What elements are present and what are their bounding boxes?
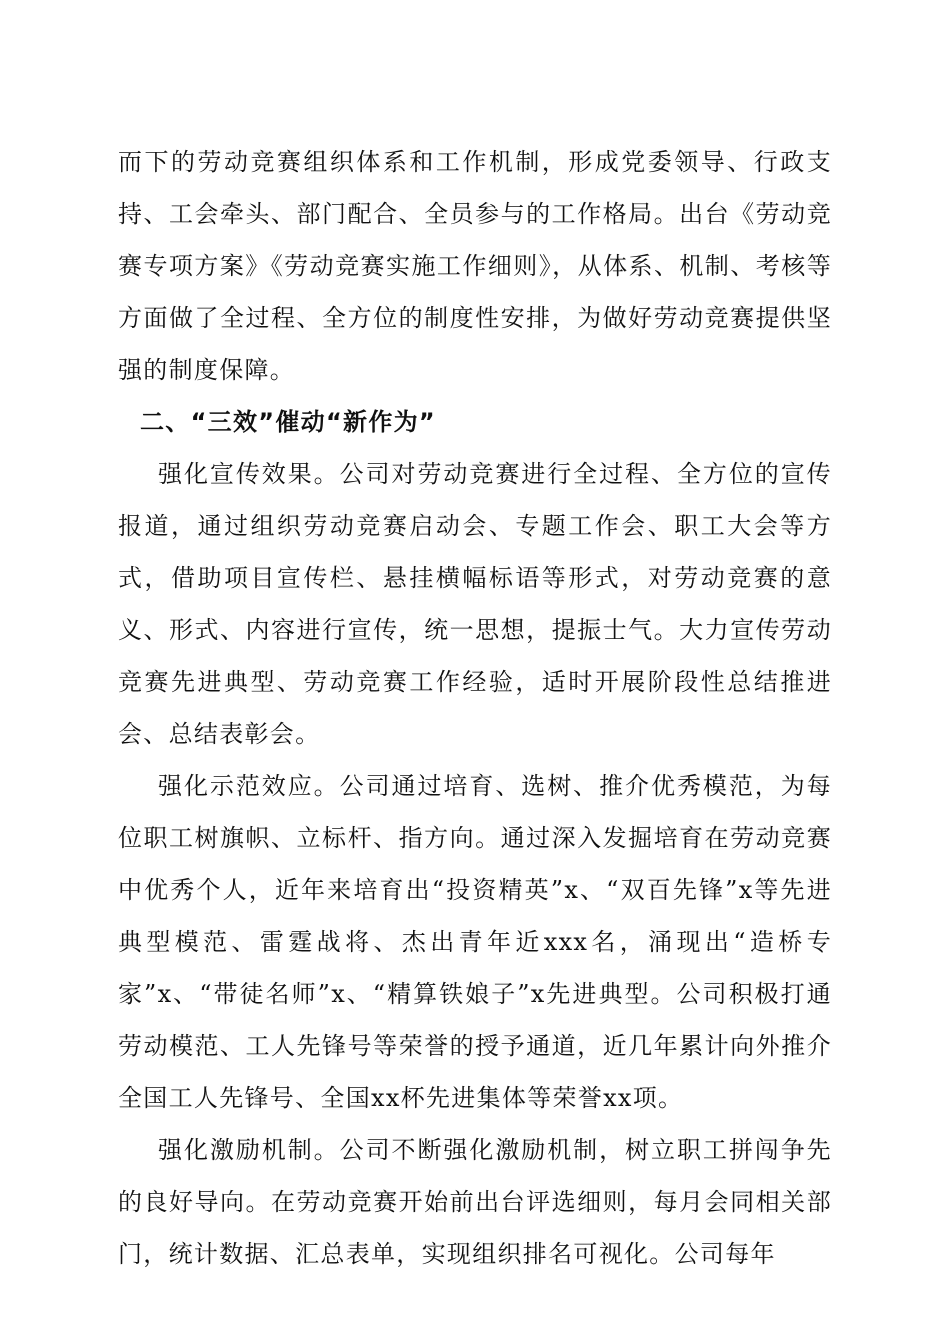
paragraph-incentive-mechanism: 强化激励机制。公司不断强化激励机制，树立职工拼闯争先的良好导向。在劳动竞赛开始前出台评选细则，每月会同相关部门，统计数据、汇总表单，实现组织排名可视化。公司每年 (118, 1136, 832, 1268)
section-heading: 二、“三效”催动“新作为” (140, 408, 436, 436)
paragraph-publicity-effect: 强化宣传效果。公司对劳动竞赛进行全过程、全方位的宣传报道，通过组织劳动竞赛启动会、专题工作会、职工大会等方式，借助项目宣传栏、悬挂横幅标语等形式，对劳动竞赛的意义、形式、内容进行宣传，统一思想，提振士气。大力宣传劳动竞赛先进典型、劳动竞赛工作经验，适时开展阶段性总结推进会、总结表彰会。 (118, 460, 832, 748)
document-body (118, 136, 832, 1280)
paragraph-system-mechanism: 而下的劳动竞赛组织体系和工作机制，形成党委领导、行政支持、工会牵头、部门配合、全员参与的工作格局。出台《劳动竞赛专项方案》《劳动竞赛实施工作细则》，从体系、机制、考核等方面做了全过程、全方位的制度性安排，为做好劳动竞赛提供坚强的制度保障。 (118, 148, 832, 384)
paragraph-demonstration-effect: 强化示范效应。公司通过培育、选树、推介优秀模范，为每位职工树旗帜、立标杆、指方向。通过深入发掘培育在劳动竞赛中优秀个人，近年来培育出“投资精英”x、“双百先锋”x等先进典型模范、雷霆战将、杰出青年近xxx名，涌现出“造桥专家”x、“带徒名师”x、“精算铁娘子”x先进典型。公司积极打通劳动模范、工人先锋号等荣誉的授予通道，近几年累计向外推介全国工人先锋号、全国xx杯先进集体等荣誉xx项。 (118, 772, 832, 1112)
